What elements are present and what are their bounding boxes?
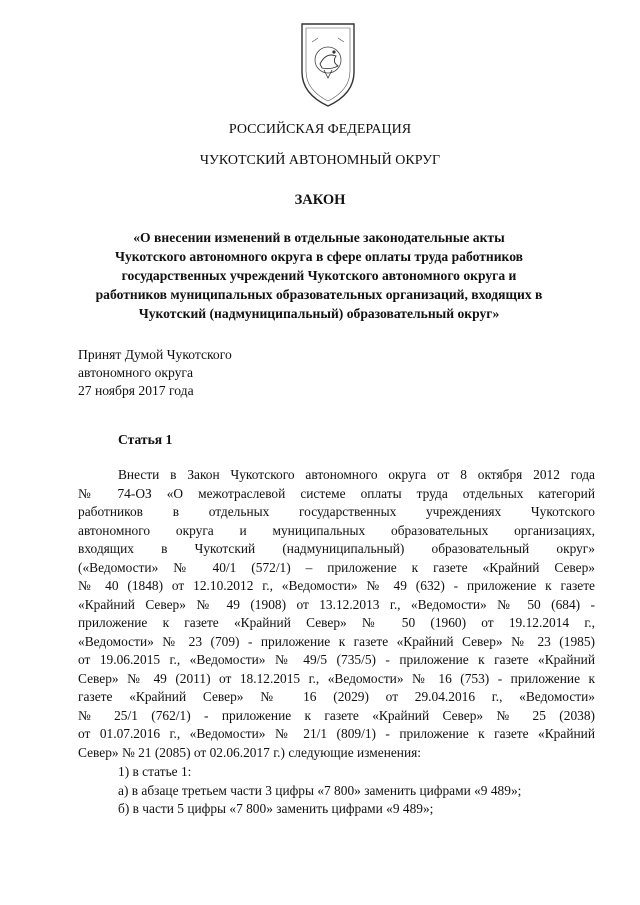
amendment-items <box>118 763 521 819</box>
document-type-heading: ЗАКОН <box>294 192 346 208</box>
law-title-line: «О внесении изменений в отдельные законодательные акты <box>133 230 505 245</box>
body-line: № 25/1 (762/1) - приложение к газете «Крайний Север» № 25 (2038) <box>78 707 595 723</box>
article-body <box>78 466 595 762</box>
law-title <box>78 228 560 323</box>
body-line: «Ведомости» № 23 (709) - приложение к газете «Крайний Север» № 23 (1985) <box>78 633 595 649</box>
law-title-line: Чукотского автономного округа в сфере оплаты труда работников <box>115 249 523 264</box>
amendment-item: 1) в статье 1: <box>118 764 192 779</box>
country-heading: РОССИЙСКАЯ ФЕДЕРАЦИЯ <box>228 122 412 137</box>
body-line: от 19.06.2015 г., «Ведомости» № 49/5 (735/5) - приложение к газете «Крайний <box>78 652 595 667</box>
adoption-info <box>78 346 232 400</box>
amendment-item: б) в части 5 цифры «7 800» заменить цифрами «9 489»; <box>118 801 434 816</box>
body-line: от 01.07.2016 г., «Ведомости» № 21/1 (809/1) - приложение к газете «Крайний <box>78 726 595 741</box>
body-line: Север» № 49 (2011) от 18.12.2015 г., «Ведомости» № 16 (753) - приложение к <box>78 670 595 686</box>
body-line: № 40 (1848) от 12.10.2012 г., «Ведомости» № 49 (632) - приложение к газете <box>78 578 595 593</box>
law-title-line: работников муниципальных образовательных организаций, входящих в <box>95 287 543 302</box>
body-line: Внести в Закон Чукотского автономного округа от 8 октября 2012 года <box>118 467 595 482</box>
body-line: работников в отдельных государственных учреждениях Чукотского <box>78 504 595 519</box>
law-title-line: государственных учреждений Чукотского автономного округа и <box>121 268 517 283</box>
body-line: «Крайний Север» № 49 (1908) от 13.12.2013 г., «Ведомости» № 50 (684) - <box>78 596 595 612</box>
body-line: входящих в Чукотский (надмуниципальный) образовательный округ» <box>78 541 595 556</box>
amendment-item: а) в абзаце третьем части 3 цифры «7 800» заменить цифрами «9 489»; <box>118 782 522 798</box>
adoption-line: автономного округа <box>78 365 194 380</box>
law-title-line: Чукотский (надмуниципальный) образовательный округ» <box>138 306 500 321</box>
okrug-heading: ЧУКОТСКИЙ АВТОНОМНЫЙ ОКРУГ <box>199 153 441 168</box>
body-line: газете «Крайний Север» № 16 (2029) от 29.04.2016 г., «Ведомости» <box>78 689 595 704</box>
body-line: № 74-ОЗ «О межотраслевой системе оплаты труда отдельных категорий <box>78 485 595 501</box>
adoption-date: 27 ноября 2017 года <box>78 383 194 398</box>
body-line: приложение к газете «Крайний Север» № 50 (1960) от 19.12.2014 г., <box>78 615 595 630</box>
coat-of-arms-icon <box>296 18 360 114</box>
body-line: автономного округа и муниципальных образовательных организациях, <box>78 522 595 538</box>
article-title: Статья 1 <box>118 432 173 447</box>
body-line: («Ведомости» № 40/1 (572/1) – приложение к газете «Крайний Север» <box>78 559 595 575</box>
adoption-line: Принят Думой Чукотского <box>78 347 232 362</box>
body-line: Север» № 21 (2085) от 02.06.2017 г.) следующие изменения: <box>78 744 422 760</box>
